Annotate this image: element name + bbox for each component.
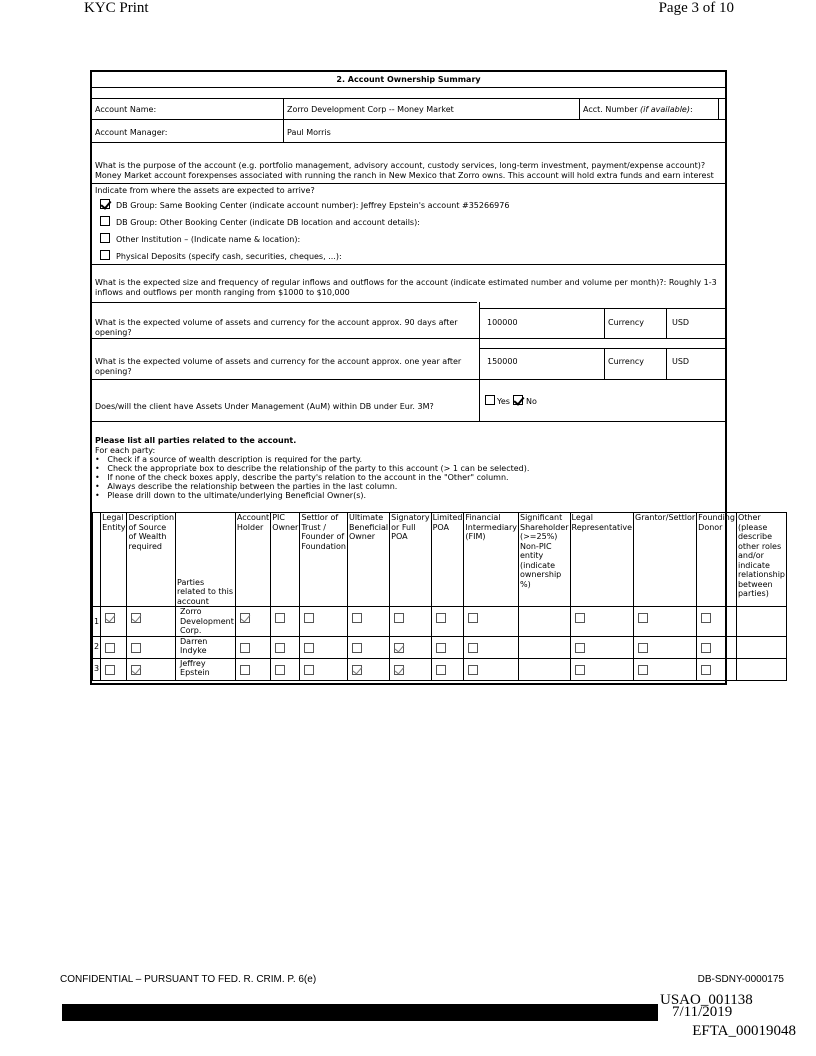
column-header: Limited POA bbox=[431, 513, 464, 607]
arrive-option-checkbox[interactable] bbox=[100, 233, 110, 243]
party-checkbox[interactable] bbox=[436, 665, 446, 675]
party-name: Zorro Development Corp. bbox=[176, 607, 236, 637]
acct-number-label: Acct. Number (if available): bbox=[583, 105, 693, 114]
parties-intro: For each party: bbox=[95, 446, 156, 455]
inflows-outflows-text: What is the expected size and frequency of regular inflows and outflows for the account (indicate estimated number and volume per month)?: Roughly 1-3 inflows and outflows per month ranging from $1000 to $10,000 bbox=[95, 278, 717, 297]
column-header: Description of Source of Wealth required bbox=[127, 513, 176, 607]
arrive-option-checkbox[interactable] bbox=[100, 250, 110, 260]
aum-yes-label: Yes bbox=[497, 397, 510, 406]
aum-no-checkbox[interactable] bbox=[513, 395, 523, 405]
shareholder-cell[interactable] bbox=[518, 607, 570, 637]
account-ownership-form bbox=[90, 70, 785, 685]
stamp-date: 7/11/2019 bbox=[672, 1004, 733, 1020]
party-checkbox[interactable] bbox=[105, 665, 115, 675]
party-checkbox[interactable] bbox=[701, 613, 711, 623]
shareholder-cell[interactable] bbox=[518, 658, 570, 680]
parties-bullet: • Check if a source of wealth description is required for the party. bbox=[95, 455, 363, 464]
efta-number: EFTA_00019048 bbox=[692, 1023, 796, 1039]
party-checkbox[interactable] bbox=[240, 665, 250, 675]
arrive-option-label: Physical Deposits (specify cash, securities, cheques, ...): bbox=[116, 252, 342, 261]
party-checkbox[interactable] bbox=[131, 613, 141, 623]
parties-bullet: • Always describe the relationship between the parties in the last column. bbox=[95, 482, 398, 491]
other-cell[interactable] bbox=[736, 658, 786, 680]
party-checkbox[interactable] bbox=[131, 665, 141, 675]
column-header: Parties related to this account bbox=[176, 513, 236, 607]
party-checkbox[interactable] bbox=[352, 665, 362, 675]
redaction-bar bbox=[62, 1004, 658, 1021]
currency-label: Currency bbox=[608, 318, 645, 327]
bates-number: DB-SDNY-0000175 bbox=[697, 974, 784, 985]
party-checkbox[interactable] bbox=[394, 665, 404, 675]
party-row bbox=[93, 658, 787, 680]
party-checkbox[interactable] bbox=[638, 613, 648, 623]
party-checkbox[interactable] bbox=[575, 643, 585, 653]
party-checkbox[interactable] bbox=[304, 643, 314, 653]
party-checkbox[interactable] bbox=[304, 665, 314, 675]
volume-90-days-value: 100000 bbox=[487, 318, 518, 327]
account-name-label: Account Name: bbox=[95, 105, 157, 114]
account-name-value: Zorro Development Corp -- Money Market bbox=[287, 105, 454, 114]
aum-no-label: No bbox=[526, 397, 537, 406]
party-checkbox[interactable] bbox=[352, 613, 362, 623]
party-checkbox[interactable] bbox=[701, 643, 711, 653]
column-header: Legal Entity bbox=[101, 513, 127, 607]
confidential-notice: CONFIDENTIAL – PURSUANT TO FED. R. CRIM. P. 6(e) bbox=[60, 974, 317, 985]
volume-1-year-label: What is the expected volume of assets and currency for the account approx. one year after opening? bbox=[95, 357, 462, 376]
arrive-option-checkbox[interactable] bbox=[100, 199, 110, 209]
party-checkbox[interactable] bbox=[275, 613, 285, 623]
column-header: Grantor/Settlor bbox=[634, 513, 697, 607]
parties-bullet: • Check the appropriate box to describe the relationship of the party to this account (> 1 can be selected). bbox=[95, 464, 530, 473]
party-checkbox[interactable] bbox=[468, 665, 478, 675]
party-row bbox=[93, 636, 787, 658]
column-header: Founding Donor bbox=[697, 513, 737, 607]
currency-label: Currency bbox=[608, 357, 645, 366]
party-name: Darren Indyke bbox=[176, 636, 236, 658]
arrive-option-label: Other Institution – (Indicate name & location): bbox=[116, 235, 301, 244]
currency-value: USD bbox=[672, 318, 690, 327]
party-checkbox[interactable] bbox=[352, 643, 362, 653]
party-checkbox[interactable] bbox=[131, 643, 141, 653]
page-number: Page 3 of 10 bbox=[658, 0, 734, 16]
parties-bullet: • If none of the check boxes apply, describe the party's relation to the account in the "Other" column. bbox=[95, 473, 509, 482]
aum-yes-checkbox[interactable] bbox=[485, 395, 495, 405]
assets-arrive-label: Indicate from where the assets are expected to arrive? bbox=[95, 186, 315, 195]
party-checkbox[interactable] bbox=[638, 643, 648, 653]
header-title: KYC Print bbox=[84, 0, 149, 16]
party-checkbox[interactable] bbox=[105, 643, 115, 653]
column-header: Other (please describe other roles and/or indicate relationship between parties) bbox=[736, 513, 786, 607]
aum-question: Does/will the client have Assets Under Management (AuM) within DB under Eur. 3M? bbox=[95, 402, 434, 411]
parties-title: Please list all parties related to the account. bbox=[95, 436, 297, 445]
account-purpose: What is the purpose of the account (e.g. portfolio management, advisory account, custody services, long-term investment, payment/expense account)? Money Market account forexpenses associated with running the ranch in New Mexico that Zorro owns. This account will hold extra funds and earn interest bbox=[95, 161, 714, 180]
other-cell[interactable] bbox=[736, 636, 786, 658]
currency-value: USD bbox=[672, 357, 690, 366]
party-checkbox[interactable] bbox=[304, 613, 314, 623]
column-header: Account Holder bbox=[235, 513, 270, 607]
party-checkbox[interactable] bbox=[275, 643, 285, 653]
party-row-number: 1 bbox=[93, 607, 101, 637]
party-name: Jeffrey Epstein bbox=[176, 658, 236, 680]
shareholder-cell[interactable] bbox=[518, 636, 570, 658]
column-header: PIC Owner bbox=[271, 513, 300, 607]
party-row-number: 2 bbox=[93, 636, 101, 658]
column-header: Signatory or Full POA bbox=[390, 513, 431, 607]
party-checkbox[interactable] bbox=[275, 665, 285, 675]
column-header: Ultimate Beneficial Owner bbox=[347, 513, 389, 607]
party-checkbox[interactable] bbox=[468, 643, 478, 653]
column-header: Settlor of Trust / Founder of Foundation bbox=[300, 513, 348, 607]
party-checkbox[interactable] bbox=[240, 613, 250, 623]
party-checkbox[interactable] bbox=[575, 665, 585, 675]
other-cell[interactable] bbox=[736, 607, 786, 637]
volume-1-year-value: 150000 bbox=[487, 357, 518, 366]
volume-90-days-label: What is the expected volume of assets and currency for the account approx. 90 days after opening? bbox=[95, 318, 458, 337]
parties-header-row bbox=[93, 513, 787, 607]
column-header: Legal Representative bbox=[570, 513, 633, 607]
column-header: Financial Intermediary (FIM) bbox=[464, 513, 519, 607]
party-checkbox[interactable] bbox=[394, 613, 404, 623]
party-checkbox[interactable] bbox=[575, 613, 585, 623]
arrive-option-label: DB Group: Other Booking Center (indicate DB location and account details): bbox=[116, 218, 420, 227]
form-title: 2. Account Ownership Summary bbox=[336, 75, 481, 84]
parties-table bbox=[92, 512, 787, 681]
arrive-option-checkbox[interactable] bbox=[100, 216, 110, 226]
party-checkbox[interactable] bbox=[394, 643, 404, 653]
party-checkbox[interactable] bbox=[468, 613, 478, 623]
party-checkbox[interactable] bbox=[105, 613, 115, 623]
party-checkbox[interactable] bbox=[436, 643, 446, 653]
party-checkbox[interactable] bbox=[436, 613, 446, 623]
column-header bbox=[93, 513, 101, 607]
arrive-option-label: DB Group: Same Booking Center (indicate account number): Jeffrey Epstein's account #35266976 bbox=[116, 201, 510, 210]
usao-stamp: USAO_001138 bbox=[660, 992, 753, 1008]
column-header: Significant Shareholder (>=25%) Non-PIC entity (indicate ownership %) bbox=[518, 513, 570, 607]
account-manager-value: Paul Morris bbox=[287, 128, 331, 137]
account-manager-label: Account Manager: bbox=[95, 128, 168, 137]
party-row-number: 3 bbox=[93, 658, 101, 680]
party-checkbox[interactable] bbox=[240, 643, 250, 653]
parties-bullet: • Please drill down to the ultimate/underlying Beneficial Owner(s). bbox=[95, 491, 367, 500]
party-checkbox[interactable] bbox=[638, 665, 648, 675]
party-row bbox=[93, 607, 787, 637]
party-checkbox[interactable] bbox=[701, 665, 711, 675]
